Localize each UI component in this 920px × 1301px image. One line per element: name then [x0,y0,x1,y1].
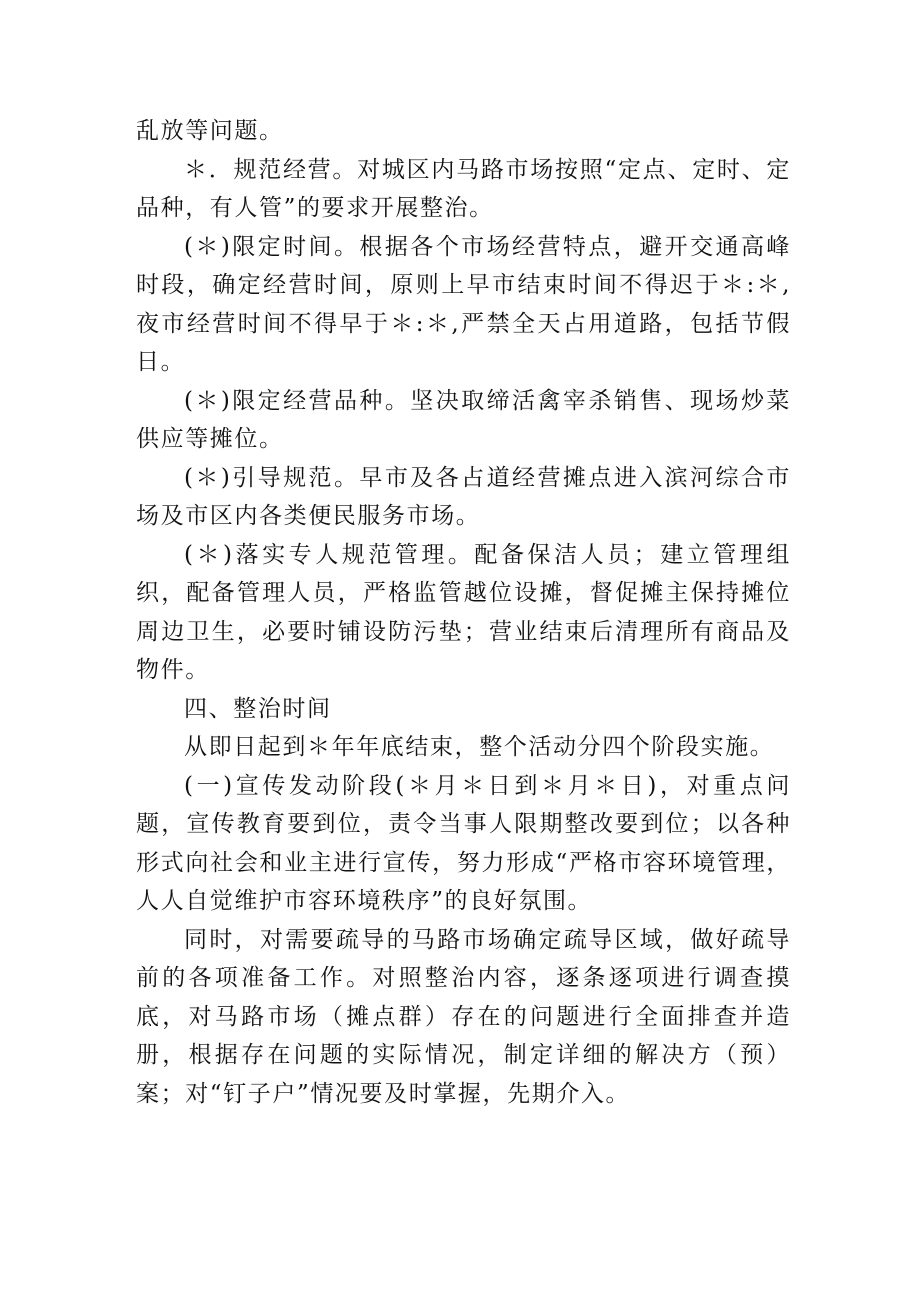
paragraph-dedicated-management: (＊)落实专人规范管理。配备保洁人员；建立管理组织，配备管理人员，严格监管越位设摊，督促摊主保持摊位周边卫生，必要时铺设防污垫；营业结束后清理所有商品及物件。 [136,541,791,683]
paragraph-guide-standardize: (＊)引导规范。早市及各占道经营摊点进入滨河综合市场及市区内各类便民服务市场。 [136,464,791,529]
paragraph-continuation: 乱放等问题。 [136,118,284,144]
paragraph-schedule-overview: 从即日起到＊年年底结束，整个活动分四个阶段实施。 [184,734,775,760]
section-heading-schedule: 四、整治时间 [184,695,332,722]
paragraph-preparation: 同时，对需要疏导的马路市场确定疏导区域，做好疏导前的各项准备工作。对照整治内容，逐条逐项进行调查摸底，对马路市场（摊点群）存在的问题进行全面排查并造册，根据存在问题的实际情况，制定详细的解决方（预）案；对“钉子户”情况要及时掌握，先期介入。 [136,926,791,1107]
paragraph-publicity-stage: (一)宣传发动阶段(＊月＊日到＊月＊日)，对重点问题，宣传教育要到位，责令当事人限期整改要到位；以各种形式向社会和业主进行宣传，努力形成“严格市容环境管理，人人自觉维护市容环境秩序”的良好氛围。 [136,772,791,914]
paragraph-limit-variety: (＊)限定经营品种。坚决取缔活禽宰杀销售、现场炒菜供应等摊位。 [136,387,791,452]
paragraph-standardize-operation: ＊．规范经营。对城区内马路市场按照“定点、定时、定品种，有人管”的要求开展整治。 [136,156,791,221]
document-body [136,112,791,1113]
paragraph-limit-time: (＊)限定时间。根据各个市场经营特点，避开交通高峰时段，确定经营时间，原则上早市结束时间不得迟于＊:＊,夜市经营时间不得早于＊:＊,严禁全天占用道路，包括节假日。 [136,233,791,375]
